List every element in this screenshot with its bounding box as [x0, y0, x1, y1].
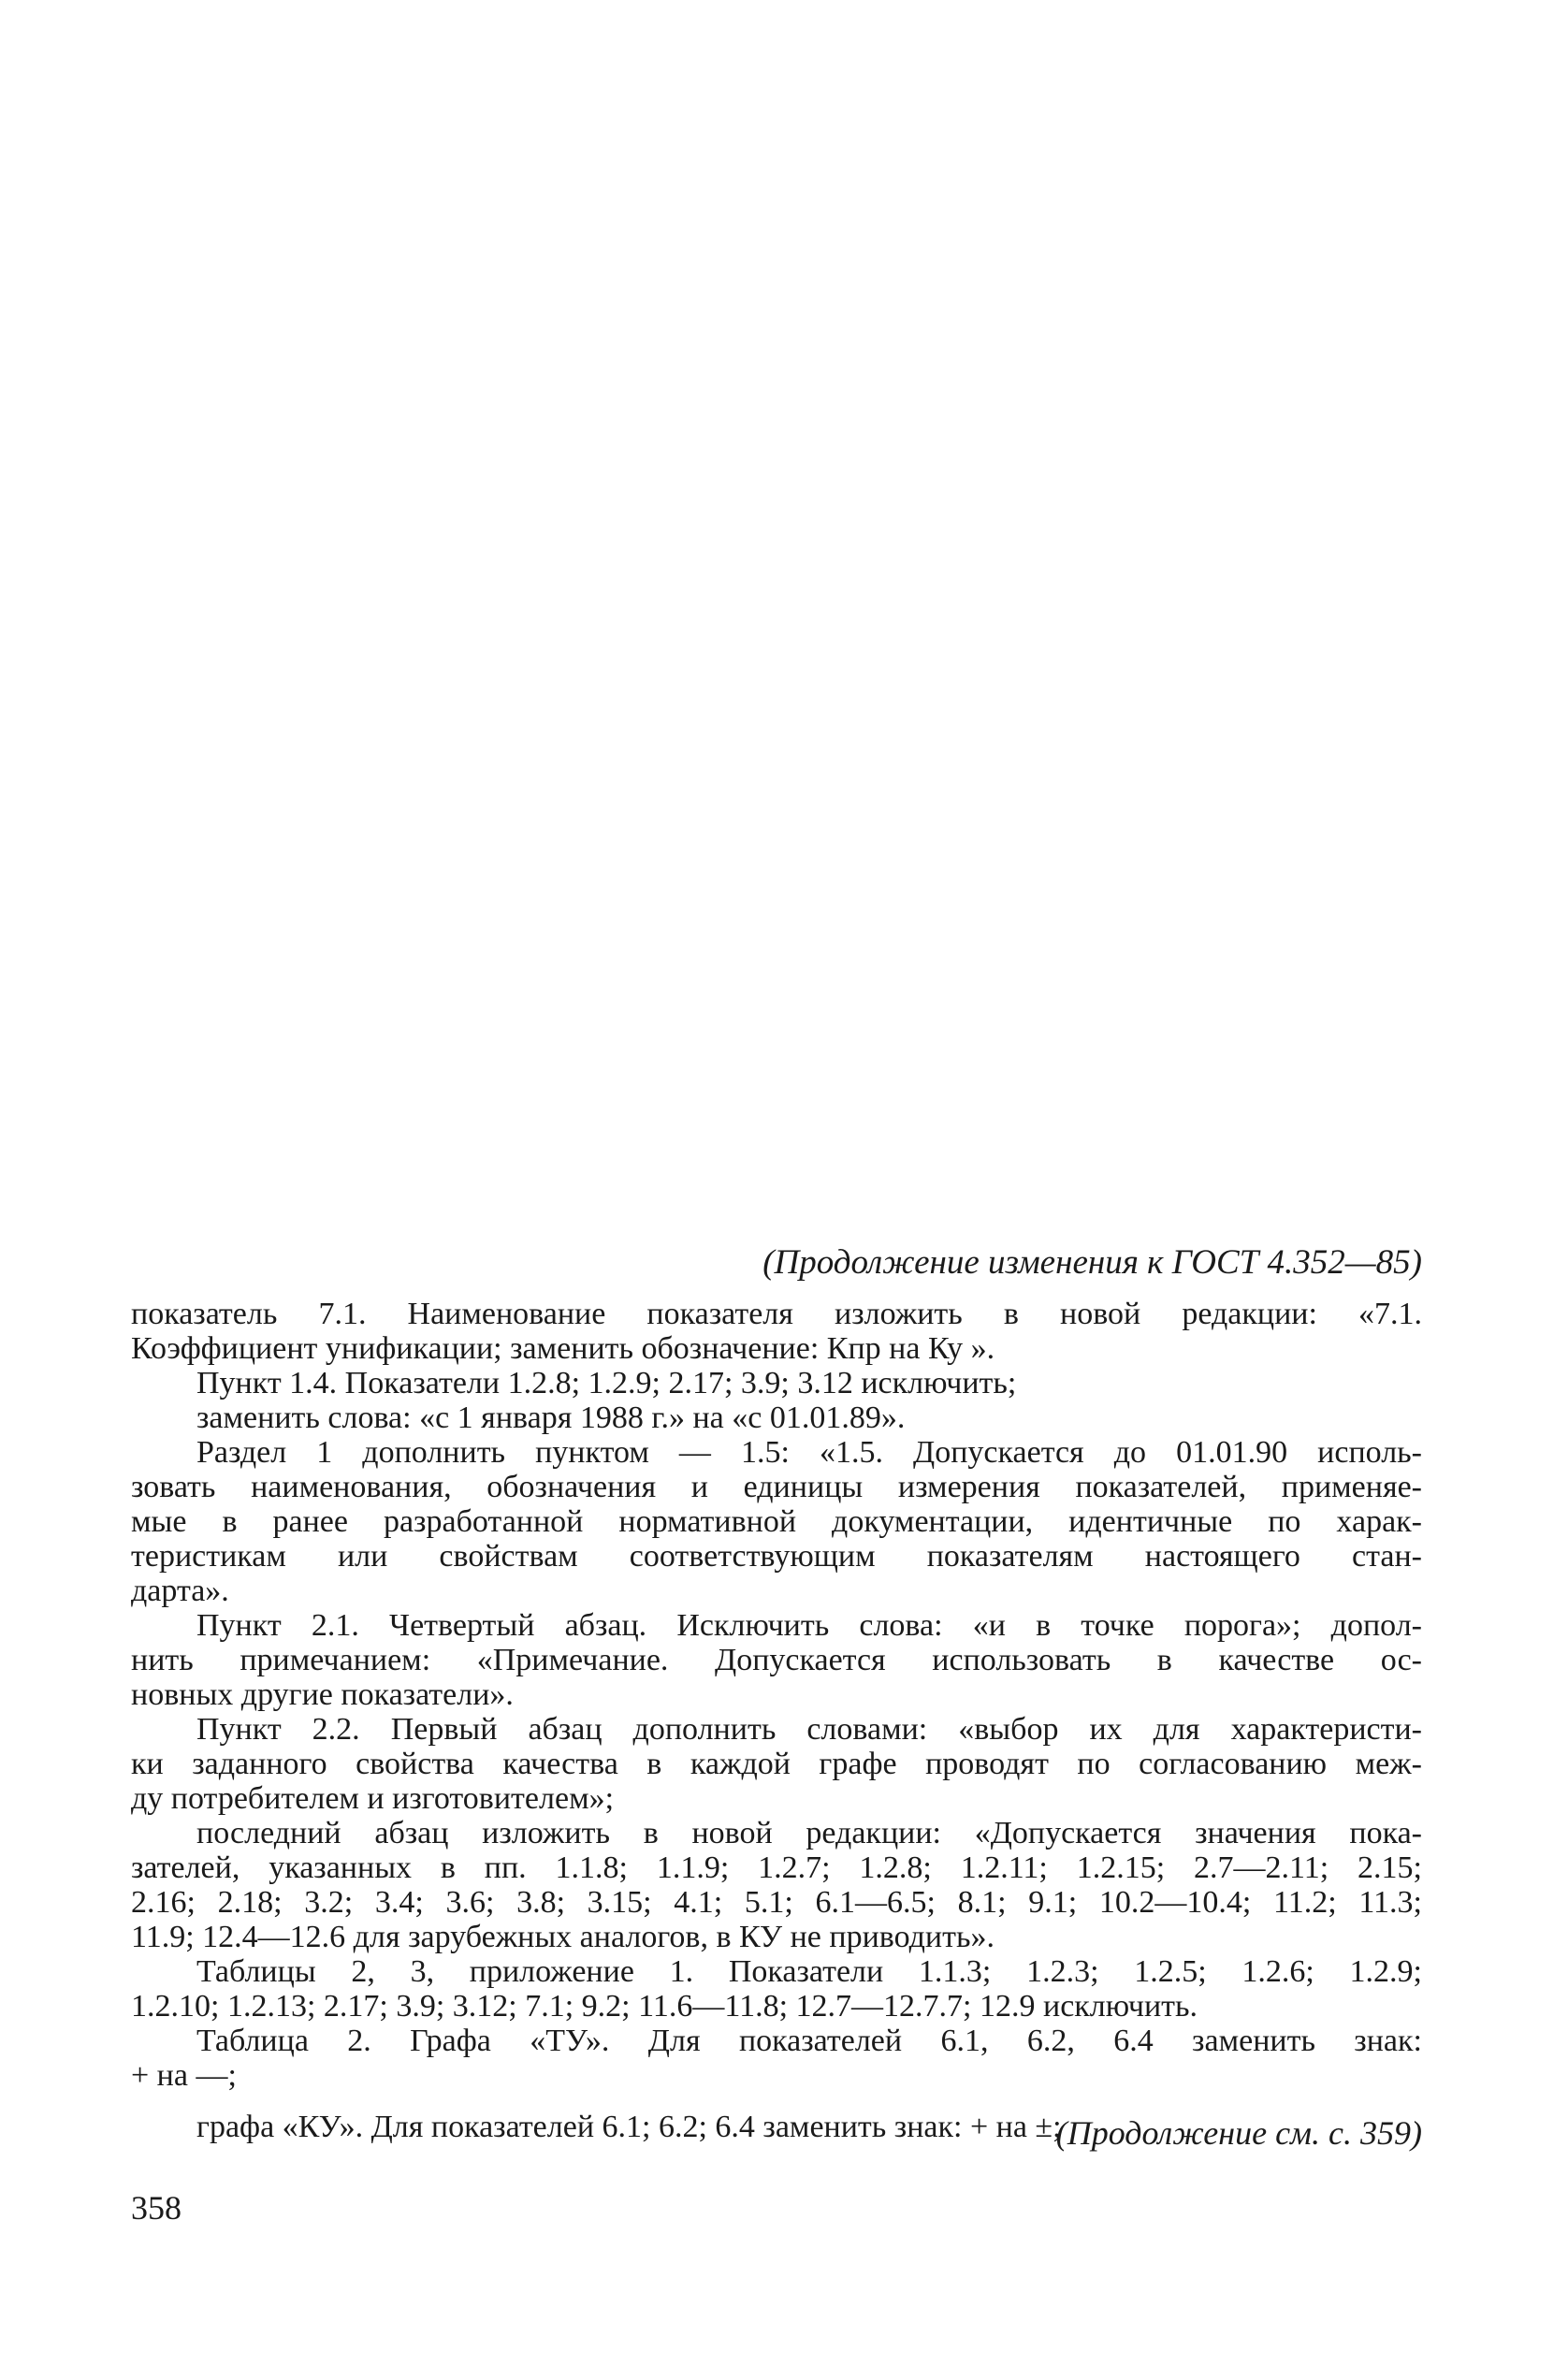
text-line: 2.16; 2.18; 3.2; 3.4; 3.6; 3.8; 3.15; 4.1; 5.1; 6.1—6.5; 8.1; 9.1; 10.2—10.4; 11.2; 11.3;	[131, 1885, 1422, 1920]
amendment-body	[131, 1297, 1422, 2144]
text-line: теристикам или свойствам соответствующим показателям настоящего стан-	[131, 1539, 1422, 1574]
text-line: Пункт 1.4. Показатели 1.2.8; 1.2.9; 2.17; 3.9; 3.12 исключить;	[196, 1366, 1017, 1400]
text-line: Раздел 1 дополнить пунктом — 1.5: «1.5. Допускается до 01.01.90 исполь-	[196, 1435, 1422, 1470]
text-line: показатель 7.1. Наименование показателя изложить в новой редакции: «7.1.	[131, 1297, 1422, 1331]
text-line: ки заданного свойства качества в каждой графе проводят по согласованию меж-	[131, 1747, 1422, 1781]
text-line: Коэффициент унификации; заменить обозначение: Кпр на Ку ».	[131, 1331, 995, 1366]
page-number: 358	[131, 2189, 181, 2227]
continuation-header: (Продолжение изменения к ГОСТ 4.352—85)	[762, 1243, 1422, 1282]
continuation-footer: (Продолжение см. с. 359)	[1055, 2114, 1422, 2152]
text-line: ду потребителем и изготовителем»;	[131, 1781, 615, 1816]
text-line: нить примечанием: «Примечание. Допускается использовать в качестве ос-	[131, 1643, 1422, 1677]
text-line: Пункт 2.2. Первый абзац дополнить словами: «выбор их для характеристи-	[196, 1712, 1422, 1747]
text-line: Таблицы 2, 3, приложение 1. Показатели 1.1.3; 1.2.3; 1.2.5; 1.2.6; 1.2.9;	[196, 1954, 1422, 1989]
text-line: 1.2.10; 1.2.13; 2.17; 3.9; 3.12; 7.1; 9.2; 11.6—11.8; 12.7—12.7.7; 12.9 исключить.	[131, 1989, 1198, 2024]
text-line: графа «КУ». Для показателей 6.1; 6.2; 6.4 заменить знак: + на ±;	[196, 2110, 1062, 2144]
text-line: последний абзац изложить в новой редакции: «Допускается значения пока-	[196, 1816, 1422, 1850]
text-line: мые в ранее разработанной нормативной документации, идентичные по харак-	[131, 1504, 1422, 1539]
text-line: заменить слова: «с 1 января 1988 г.» на «с 01.01.89».	[196, 1400, 906, 1435]
text-line: Таблица 2. Графа «ТУ». Для показателей 6.1, 6.2, 6.4 заменить знак:	[196, 2024, 1422, 2058]
text-line: дарта».	[131, 1574, 229, 1608]
text-line: Пункт 2.1. Четвертый абзац. Исключить слова: «и в точке порога»; допол-	[196, 1608, 1422, 1643]
text-line: зовать наименования, обозначения и единицы измерения показателей, применяе-	[131, 1470, 1422, 1504]
text-line: 11.9; 12.4—12.6 для зарубежных аналогов, в КУ не приводить».	[131, 1920, 995, 1954]
text-line: + на —;	[131, 2058, 237, 2093]
text-line: новных другие показатели».	[131, 1677, 514, 1712]
text-line: зателей, указанных в пп. 1.1.8; 1.1.9; 1.2.7; 1.2.8; 1.2.11; 1.2.15; 2.7—2.11; 2.15;	[131, 1850, 1422, 1885]
